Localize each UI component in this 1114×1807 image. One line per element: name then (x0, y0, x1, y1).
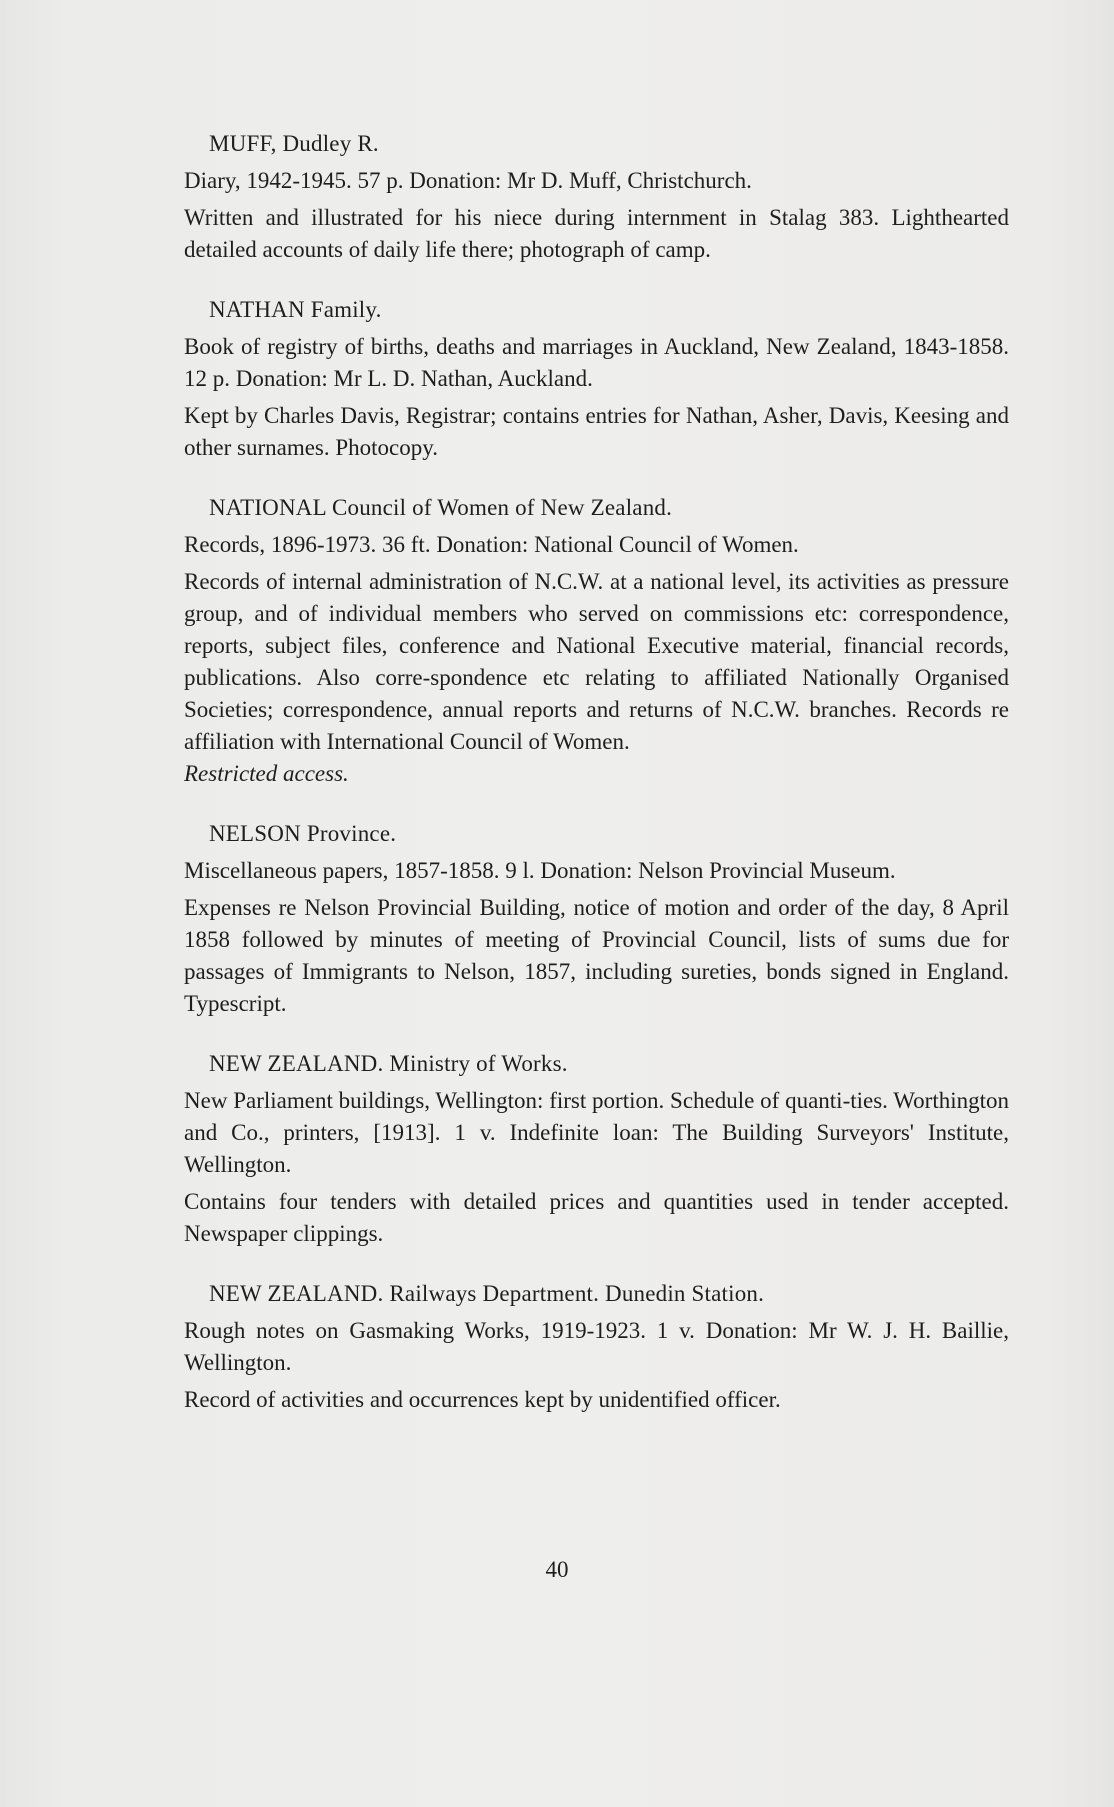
entry-heading: NEW ZEALAND. Ministry of Works. (209, 1051, 568, 1076)
entry-description: Records, 1896-1973. 36 ft. Donation: National Council of Women. (184, 532, 799, 557)
entry-heading: MUFF, Dudley R. (209, 131, 379, 156)
entry-railways (184, 1278, 1009, 1416)
entry-description: Diary, 1942-1945. 57 p. Donation: Mr D. Muff, Christchurch. (184, 168, 752, 193)
entry-description: Rough notes on Gasmaking Works, 1919-1923. 1 v. Donation: Mr W. J. H. Baillie, Wellington. (184, 1318, 1009, 1375)
entry-notes: Record of activities and occurrences kept by unidentified officer. (184, 1387, 781, 1412)
entry-notes: Records of internal administration of N.C.W. at a national level, its activities as pressure group, and of individual members who served on commissions etc: correspondence, reports, subject files, conference and National Executive material, financial records, publications. Also corre-spondence etc relating to affiliated Nationally Organised Societies; correspondence, annual reports and returns of N.C.W. branches. Records re affiliation with International Council of Women. (184, 569, 1009, 754)
entry-nathan (184, 294, 1009, 464)
entry-ministry-of-works (184, 1048, 1009, 1250)
entry-notes: Written and illustrated for his niece during internment in Stalag 383. Lighthearted detailed accounts of daily life there; photograph of camp. (184, 205, 1009, 262)
entry-heading: NELSON Province. (209, 821, 397, 846)
entry-heading: NEW ZEALAND. Railways Department. Dunedin Station. (209, 1281, 765, 1306)
entry-notes: Contains four tenders with detailed prices and quantities used in tender accepted. Newspaper clippings. (184, 1189, 1009, 1246)
entry-heading: NATIONAL Council of Women of New Zealand. (209, 495, 673, 520)
entry-notes: Expenses re Nelson Provincial Building, notice of motion and order of the day, 8 April 1858 followed by minutes of meeting of Provincial Council, lists of sums due for passages of Immigrants to Nelson, 1857, including sureties, bonds signed in England. Typescript. (184, 895, 1009, 1016)
catalogue-entries (184, 128, 1009, 1416)
entry-nelson (184, 818, 1009, 1020)
entry-description: Book of registry of births, deaths and marriages in Auckland, New Zealand, 1843-1858. 12 p. Donation: Mr L. D. Nathan, Auckland. (184, 334, 1009, 391)
entry-description: New Parliament buildings, Wellington: first portion. Schedule of quanti-ties. Worthington and Co., printers, [1913]. 1 v. Indefinite loan: The Building Surveyors' Institute, Wellington. (184, 1088, 1009, 1177)
access-restriction-note: Restricted access. (184, 761, 349, 786)
entry-notes: Kept by Charles Davis, Registrar; contains entries for Nathan, Asher, Davis, Keesing and other surnames. Photocopy. (184, 403, 1009, 460)
entry-muff (184, 128, 1009, 266)
entry-national-council (184, 492, 1009, 790)
page-number: 40 (545, 1557, 569, 1582)
entry-description: Miscellaneous papers, 1857-1858. 9 l. Donation: Nelson Provincial Museum. (184, 858, 896, 883)
entry-heading: NATHAN Family. (209, 297, 382, 322)
